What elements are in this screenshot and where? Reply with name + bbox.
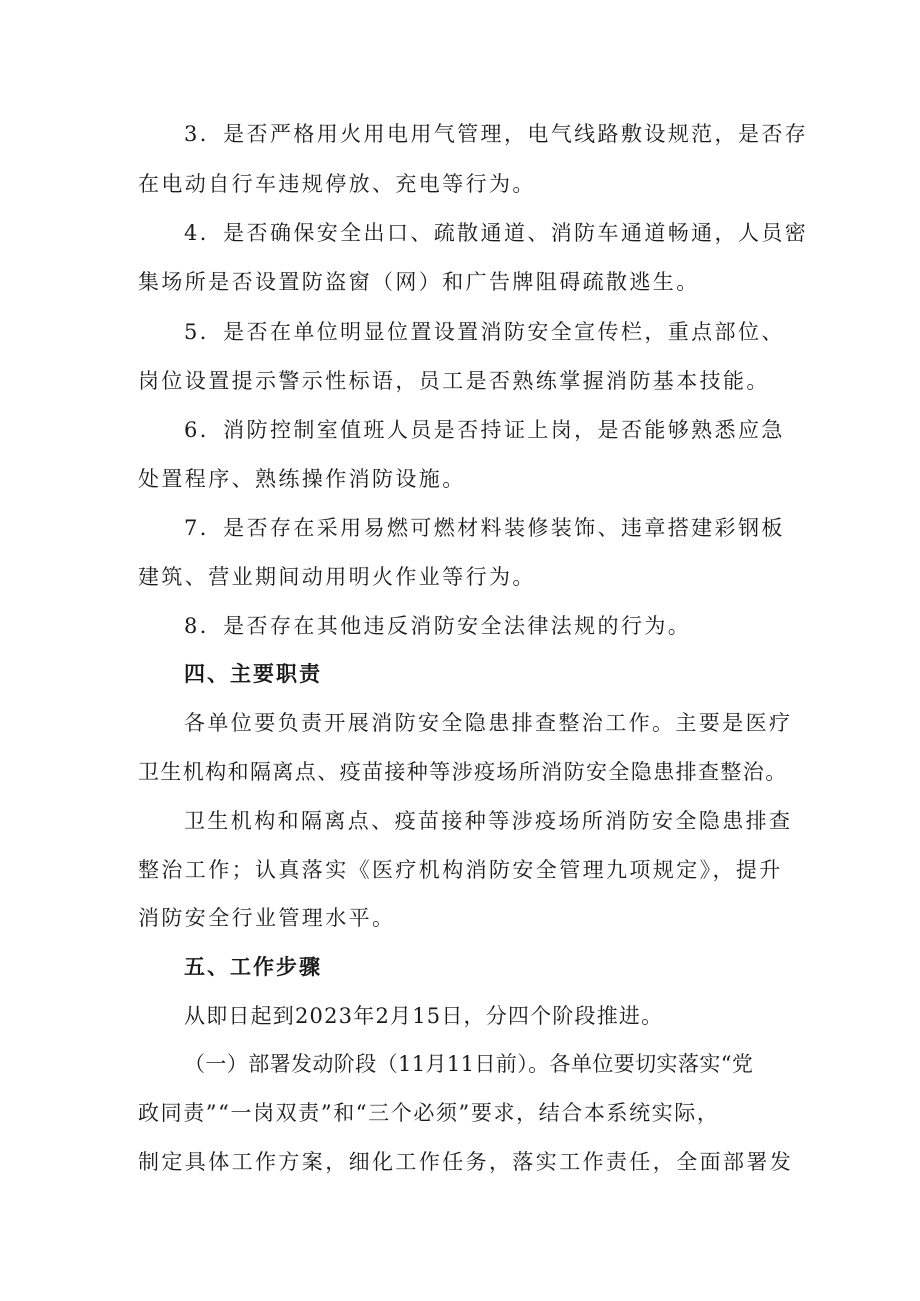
item-3-line-2: 在电动自行车违规停放、充电等行为。 xyxy=(138,172,536,196)
responsibilities-p2-line-3: 消防安全行业管理水平。 xyxy=(138,906,396,930)
stage-1-line-2: 政同责”“一岗双责”和“三个必须”要求，结合本系统实际， xyxy=(138,1101,720,1125)
section-heading-work-steps: 五、工作步骤 xyxy=(184,955,322,979)
item-4-line-1: 4．是否确保安全出口、疏散通道、消防车通道畅通，人员密 xyxy=(184,221,809,245)
item-6-line-2: 处置程序、熟练操作消防设施。 xyxy=(138,467,466,491)
responsibilities-p2-line-1: 卫生机构和隔离点、疫苗接种等涉疫场所消防安全隐患排查 xyxy=(184,809,793,833)
item-5-line-1: 5．是否在单位明显位置设置消防安全宣传栏，重点部位、 xyxy=(184,320,785,344)
stage-1-line-1: （一）部署发动阶段（11月11日前）。各单位要切实落实“党 xyxy=(184,1052,754,1076)
item-4-line-2: 集场所是否设置防盗窗（网）和广告牌阻碍疏散逃生。 xyxy=(138,270,700,294)
responsibilities-p1-line-1: 各单位要负责开展消防安全隐患排查整治工作。主要是医疗 xyxy=(184,711,793,735)
work-steps-intro: 从即日起到2023年2月15日，分四个阶段推进。 xyxy=(184,1004,664,1028)
responsibilities-p1-line-2: 卫生机构和隔离点、疫苗接种等涉疫场所消防安全隐患排查整治。 xyxy=(138,760,788,784)
item-3-line-1: 3．是否严格用火用电用气管理，电气线路敷设规范，是否存 xyxy=(184,122,809,146)
item-6-line-1: 6．消防控制室值班人员是否持证上岗，是否能够熟悉应急 xyxy=(184,418,785,442)
responsibilities-p2-line-2: 整治工作；认真落实《医疗机构消防安全管理九项规定》，提升 xyxy=(138,858,783,882)
stage-1-line-3: 制定具体工作方案，细化工作任务，落实工作责任，全面部署发 xyxy=(138,1150,794,1174)
item-5-line-2: 岗位设置提示警示性标语，员工是否熟练掌握消防基本技能。 xyxy=(138,369,770,393)
item-8-line-1: 8．是否存在其他违反消防安全法律法规的行为。 xyxy=(184,614,692,638)
section-heading-responsibilities: 四、主要职责 xyxy=(184,662,322,686)
item-7-line-1: 7．是否存在采用易燃可燃材料装修装饰、违章搭建彩钢板 xyxy=(184,516,785,540)
item-7-line-2: 建筑、营业期间动用明火作业等行为。 xyxy=(138,565,536,589)
